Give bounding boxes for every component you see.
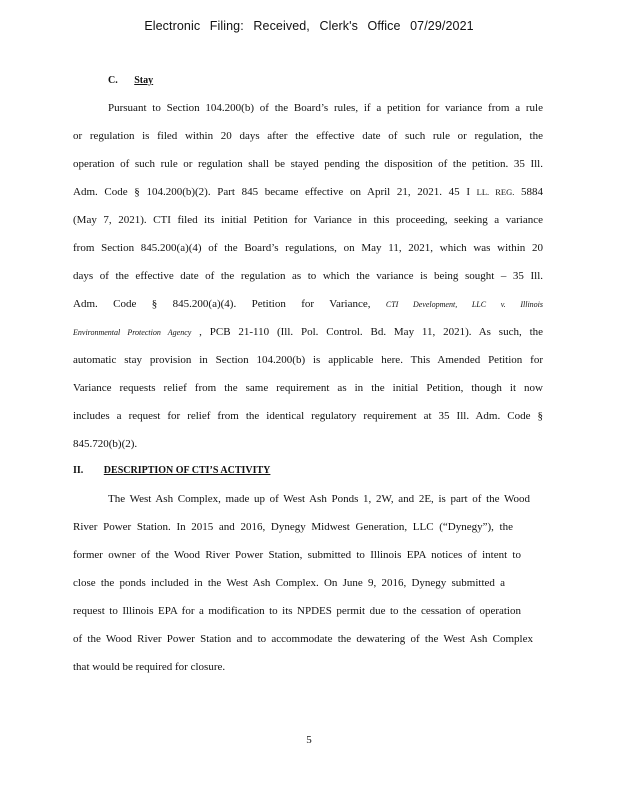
section-ii-title: DESCRIPTION OF CTI’S ACTIVITY xyxy=(103,465,271,476)
ill-reg-abbrev: LL. REG. xyxy=(476,187,515,197)
para-c-line-4-text: Adm. Code § 104.200(b)(2). Part 845 became effective on April 21, 2021. 45 I xyxy=(73,186,471,198)
para-c-line-10: automatic stay provision in Section 104.200(b) is applicable here. This Amended Petition for xyxy=(73,354,543,366)
section-c-title: Stay xyxy=(134,75,154,86)
para-ii-line-4: close the ponds included in the West Ash Complex. On June 9, 2016, Dynegy submitted a xyxy=(73,577,505,589)
para-ii-line-1: The West Ash Complex, made up of West Ash Ponds 1, 2W, and 2E, is part of the Wood xyxy=(108,493,530,505)
para-c-line-13: 845.720(b)(2). xyxy=(73,438,138,450)
ill-reg-page: 5884 xyxy=(521,186,543,198)
para-c-line-4 xyxy=(73,185,543,199)
para-c-line-2: or regulation is filed within 20 days after the effective date of such rule or regulation, the xyxy=(73,130,543,142)
para-c-line-1: Pursuant to Section 104.200(b) of the Board’s rules, if a petition for variance from a rule xyxy=(108,102,543,114)
para-c-line-8 xyxy=(73,297,543,312)
para-c-line-11: Variance requests relief from the same requirement as in the initial Petition, though it now xyxy=(73,382,543,394)
section-ii-label: II. xyxy=(73,465,84,476)
case-name-part-2: Environmental Protection Agency xyxy=(73,328,192,337)
section-c-label: C. xyxy=(108,75,118,86)
section-ii-heading xyxy=(73,464,543,478)
para-c-line-3: operation of such rule or regulation shall be stayed pending the disposition of the petition. 35 Ill. xyxy=(73,158,543,170)
para-c-line-5: (May 7, 2021). CTI filed its initial Petition for Variance in this proceeding, seeking a variance xyxy=(73,214,543,226)
para-c-line-8-text: Adm. Code § 845.200(a)(4). Petition for Variance, xyxy=(73,298,371,310)
para-c-line-7: days of the effective date of the regulation as to which the variance is being sought – 35 Ill. xyxy=(73,270,543,282)
para-ii-line-7: that would be required for closure. xyxy=(73,661,226,673)
para-c-line-9-text: , PCB 21-110 (Ill. Pol. Control. Bd. May 11, 2021). As such, the xyxy=(199,326,543,338)
para-ii-line-5: request to Illinois EPA for a modification to its NPDES permit due to the cessation of operation xyxy=(73,605,521,617)
para-c-line-6: from Section 845.200(a)(4) of the Board’s regulations, on May 11, 2021, which was within 20 xyxy=(73,242,543,254)
para-ii-line-6: of the Wood River Power Station and to accommodate the dewatering of the West Ash Complex xyxy=(73,633,533,645)
para-ii-line-3: former owner of the Wood River Power Station, submitted to Illinois EPA notices of intent to xyxy=(73,549,521,561)
page-number: 5 xyxy=(306,734,312,746)
para-c-line-12: includes a request for relief from the identical regulatory requirement at 35 Ill. Adm. Code § xyxy=(73,410,543,422)
para-c-line-9 xyxy=(73,325,543,340)
section-c-heading xyxy=(108,74,578,88)
para-ii-line-2: River Power Station. In 2015 and 2016, Dynegy Midwest Generation, LLC (“Dynegy”), the xyxy=(73,521,513,533)
filing-stamp-header: Electronic Filing: Received, Clerk's Office 07/29/2021 xyxy=(144,19,474,33)
case-name-part-1: CTI Development, LLC v. Illinois xyxy=(385,300,543,309)
